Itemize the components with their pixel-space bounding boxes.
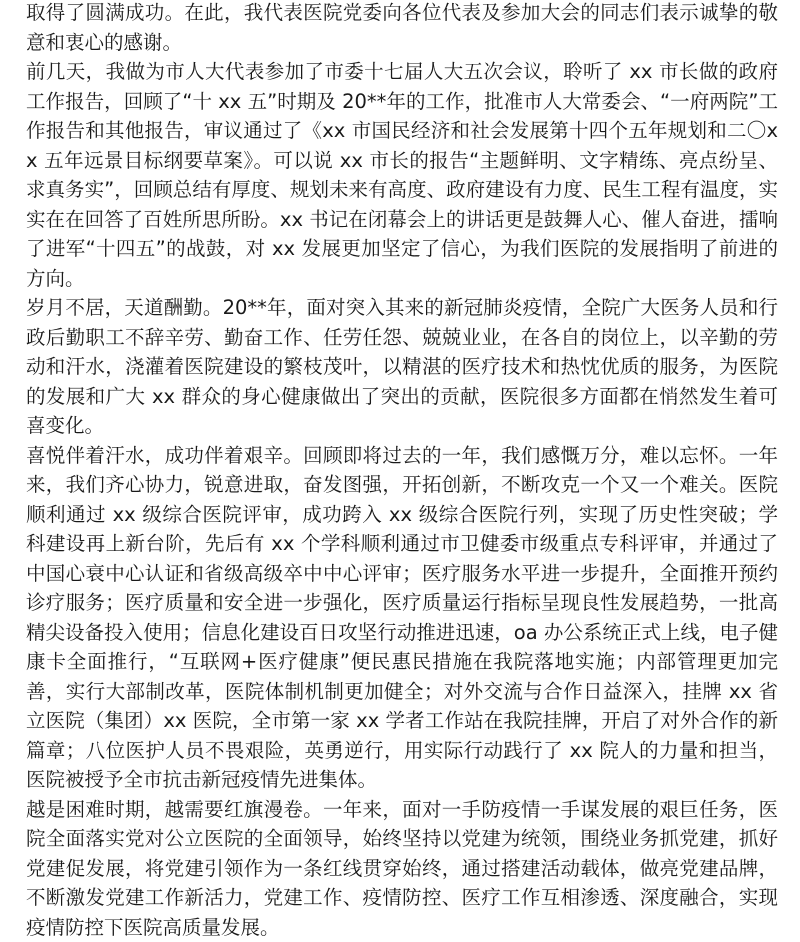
paragraph-party-building: 越是困难时期，越需要红旗漫卷。一年来，面对一手防疫情一手谋发展的艰巨任务，医院全面落实党对公立医院的全面领导，始终坚持以党建为统领，围绕业务抓党建，抓好党建促发展，将党建引领作为一条红线贯穿始终，通过搭建活动载体，做亮党建品牌，不断激发党建工作新活力，党建工作、疫情防控、医疗工作互相渗透、深度融合，实现疫情防控下医院高质量发展。 xyxy=(26,795,778,942)
document-body xyxy=(26,0,778,942)
paragraph-congress-report: 前几天，我做为市人大代表参加了市委十七届人大五次会议，聆听了 xx 市长做的政府工作报告，回顾了“十 xx 五”时期及 20**年的工作，批准市人大常委会、“一府两院”工作报告和其他报告，审议通过了《xx 市国民经济和社会发展第十四个五年规划和二〇xx 五年远景目标纲要草案》。可以说 xx 市长的报告“主题鲜明、文字精练、亮点纷呈、求真务实”，回顾总结有厚度、规划未来有高度、政府建设有力度、民生工程有温度，实实在在回答了百姓所思所盼。xx 书记在闭幕会上的讲话更是鼓舞人心、催人奋进，擂响了进军“十四五”的战鼓，对 xx 发展更加坚定了信心，为我们医院的发展指明了前进的方向。 xyxy=(26,57,778,293)
paragraph-staff-dedication: 岁月不居，天道酬勤。20**年，面对突入其来的新冠肺炎疫情，全院广大医务人员和行政后勤职工不辞辛劳、勤奋工作、任劳任怨、兢兢业业，在各自的岗位上，以辛勤的劳动和汗水，浇灌着医院建设的繁枝茂叶，以精湛的医疗技术和热忱优质的服务，为医院的发展和广大 xx 群众的身心健康做出了突出的贡献，医院很多方面都在悄然发生着可喜变化。 xyxy=(26,293,778,441)
paragraph-closing-thanks: 取得了圆满成功。在此，我代表医院党委向各位代表及参加大会的同志们表示诚挚的敬意和衷心的感谢。 xyxy=(26,0,778,57)
paragraph-annual-achievements: 喜悦伴着汗水，成功伴着艰辛。回顾即将过去的一年，我们感慨万分，难以忘怀。一年来，我们齐心协力，锐意进取，奋发图强，开拓创新，不断攻克一个又一个难关。医院顺利通过 xx 级综合医院评审，成功跨入 xx 级综合医院行列，实现了历史性突破；学科建设再上新台阶，先后有 xx 个学科顺利通过市卫健委市级重点专科评审，并通过了中国心衰中心认证和省级高级卒中中心评审；医疗服务水平进一步提升，全面推开预约诊疗服务；医疗质量和安全进一步强化，医疗质量运行指标呈现良性发展趋势，一批高精尖设备投入使用；信息化建设百日攻坚行动推进迅速，oa 办公系统正式上线，电子健康卡全面推行，“互联网+医疗健康”便民惠民措施在我院落地实施；内部管理更加完善，实行大部制改革，医院体制机制更加健全；对外交流与合作日益深入，挂牌 xx 省立医院（集团）xx 医院，全市第一家 xx 学者工作站在我院挂牌，开启了对外合作的新篇章；八位医护人员不畏艰险，英勇逆行，用实际行动践行了 xx 院人的力量和担当，医院被授予全市抗击新冠疫情先进集体。 xyxy=(26,441,778,795)
